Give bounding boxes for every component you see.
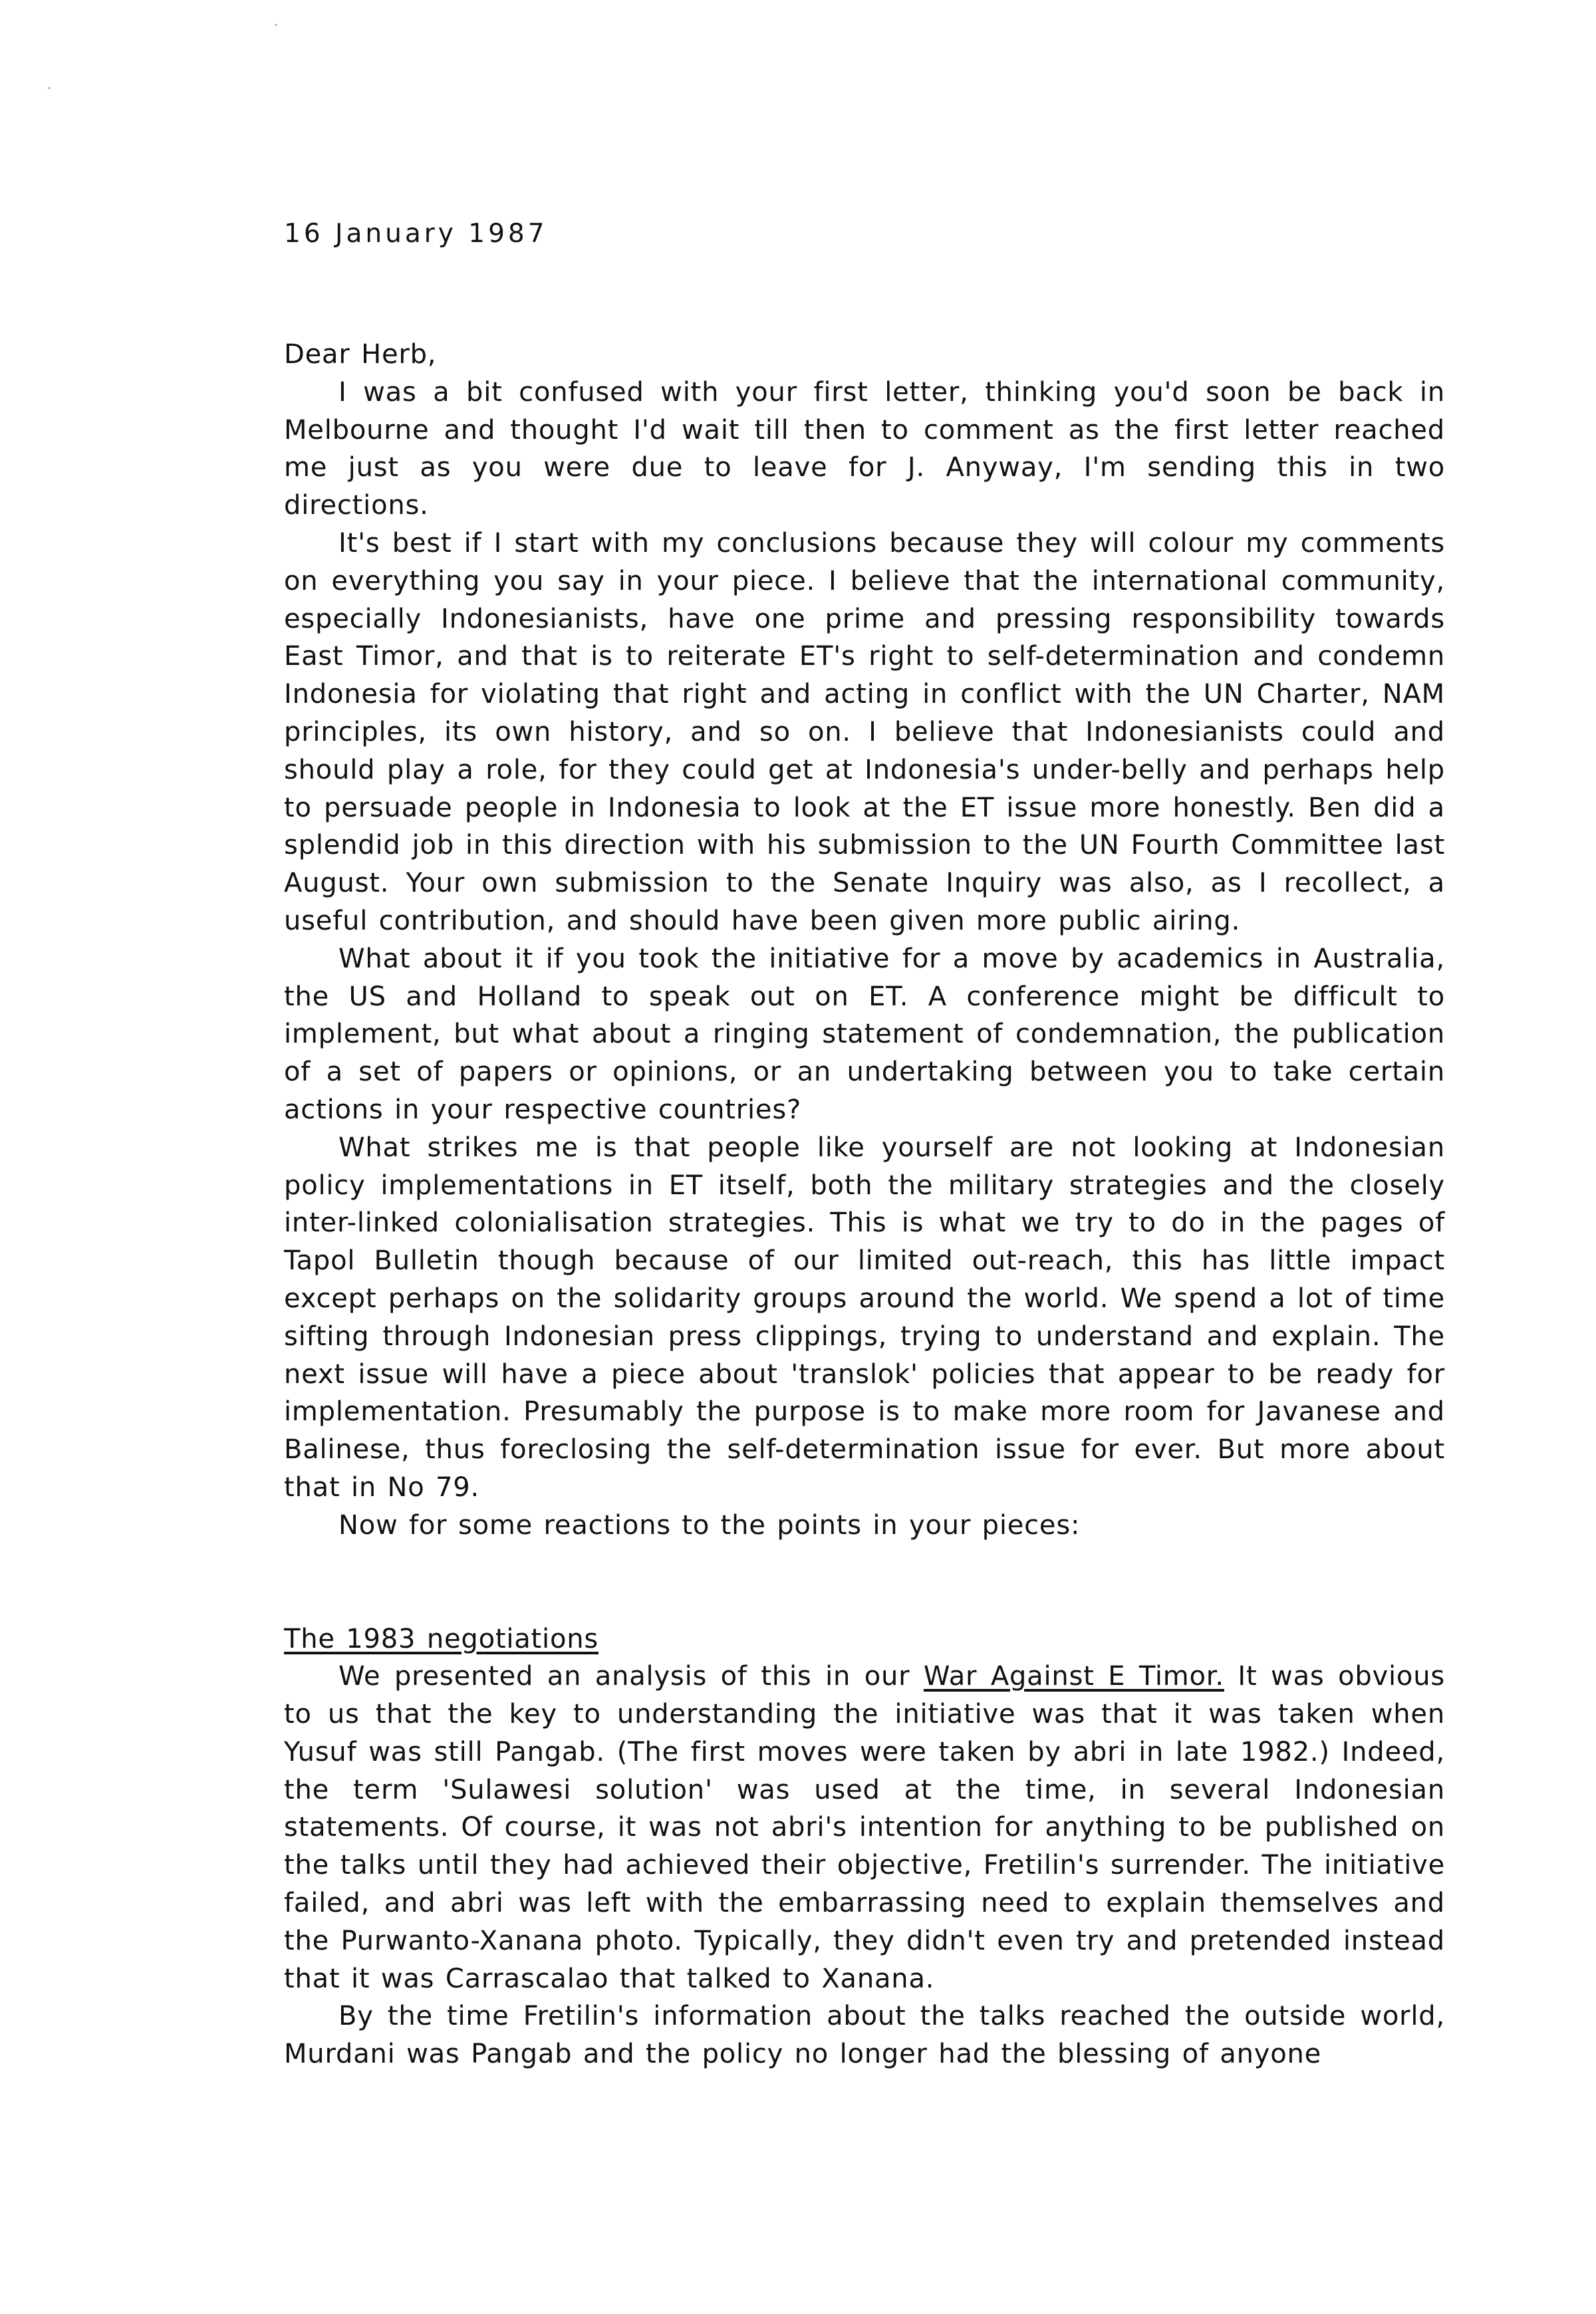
salutation: Dear Herb, — [284, 339, 437, 370]
paragraph: By the time Fretilin's information about the talks reached the outside world, Murdani was Pangab and the policy no longer had the blessing of anyone — [284, 2001, 1445, 2070]
publication-title: War Against E Timor. — [923, 1661, 1224, 1692]
paragraph-text: It was obvious to us that the key to understanding the initiative was that it was taken when Yusuf was still Pangab. (The first moves were taken by abri in late 1982.) Indeed, the term 'Sulawesi solution' was used at the time, in several Indonesian statements. Of course, it was not abri's intention for anything to be published on the talks until they had achieved their objective, Fretilin's surrender. The initiative failed, and abri was left with the embarrassing need to explain themselves and the Purwanto-Xanana photo. Typically, they didn't even try and pretended instead that it was Carrascalao that talked to Xanana. — [284, 1661, 1445, 1994]
paragraph — [284, 1658, 1445, 1997]
paragraph: What strikes me is that people like yourself are not looking at Indonesian policy implementations in ET itself, both the military strategies and the closely inter-linked colonialisation strategies. This is what we try to do in the pages of Tapol Bulletin though because of our limited out-reach, this has little impact except perhaps on the solidarity groups around the world. We spend a lot of time sifting through Indonesian press clippings, trying to understand and explain. The next issue will have a piece about 'translok' policies that appear to be ready for implementation. Presumably the purpose is to make more room for Javanese and Balinese, thus foreclosing the self-determination issue for ever. But more about that in No 79. — [284, 1132, 1445, 1503]
letter-date: 16 January 1987 — [284, 219, 548, 249]
paragraph: What about it if you took the initiative for a move by academics in Australia, the US and Holland to speak out on ET. A conference might be difficult to implement, but what about a ringing statement of condemnation, the publication of a set of papers or opinions, or an undertaking between you to take certain actions in your respective countries? — [284, 943, 1445, 1125]
paragraph: Now for some reactions to the points in your pieces: — [338, 1509, 1081, 1541]
paragraph: I was a bit confused with your first letter, thinking you'd soon be back in Melbourne and thought I'd wait till then to comment as the first letter reached me just as you were due to leave for J. Anyway, I'm sending this in two directions. — [284, 376, 1445, 521]
section-heading: The 1983 negotiations — [284, 1623, 599, 1654]
paragraph: It's best if I start with my conclusions because they will colour my comments on everything you say in your piece. I believe that the international community, especially Indonesianists, have one prime and pressing responsibility towards East Timor, and that is to reiterate ET's right to self-determination and condemn Indonesia for violating that right and acting in conflict with the UN Charter, NAM principles, its own history, and so on. I believe that Indonesianists could and should play a role, for they could get at Indonesia's under-belly and perhaps help to persuade people in Indonesia to look at the ET issue more honestly. Ben did a splendid job in this direction with his submission to the UN Fourth Committee last August. Your own submission to the Senate Inquiry was also, as I recollect, a useful contribution, and should have been given more public airing. — [284, 527, 1445, 936]
letter-body — [284, 336, 1445, 2073]
paragraph-text: We presented an analysis of this in our — [338, 1661, 924, 1692]
scan-mark — [48, 87, 51, 89]
scan-mark — [275, 24, 277, 26]
